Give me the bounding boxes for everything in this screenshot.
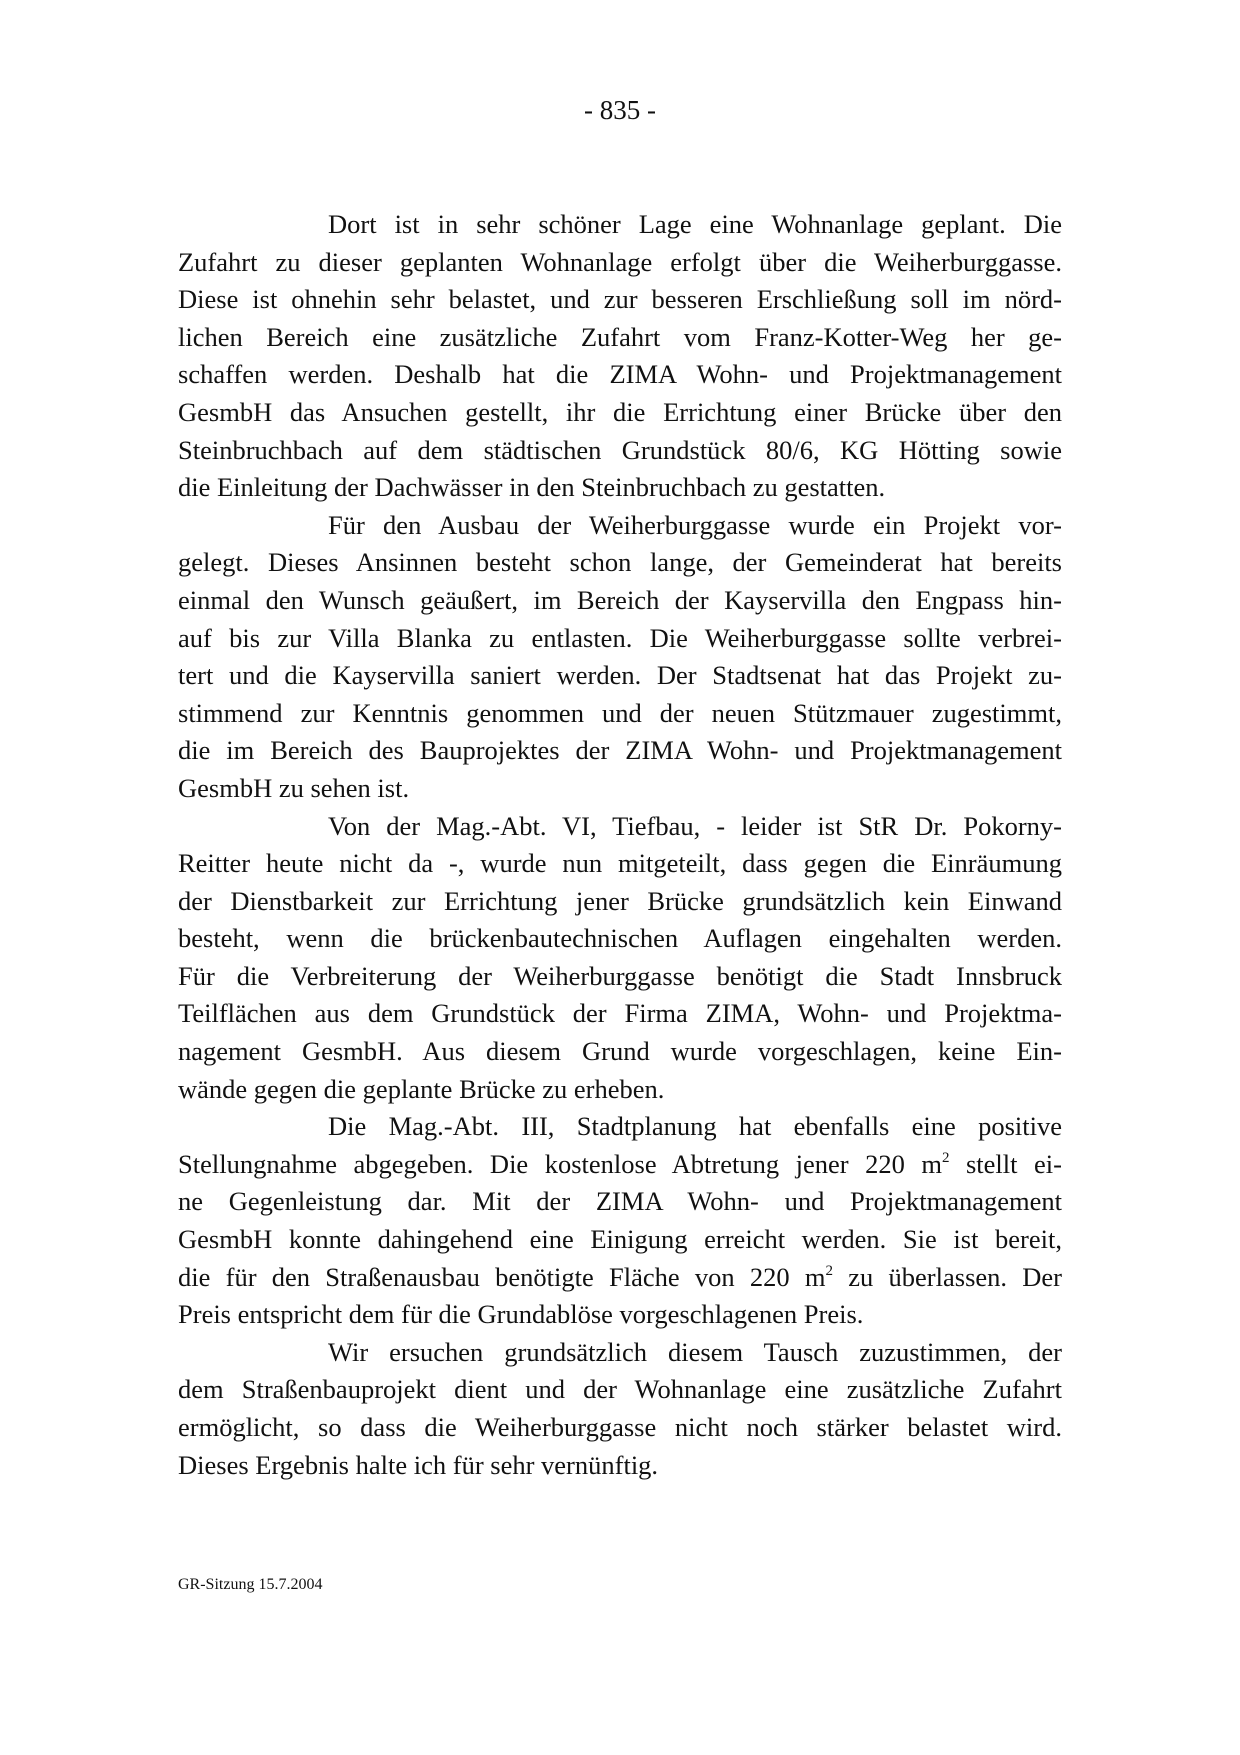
superscript: 2 bbox=[941, 1149, 950, 1166]
paragraph-line: gelegt. Dieses Ansinnen besteht schon lange, der Gemeinderat hat bereits bbox=[178, 547, 1062, 578]
footer-session-date: GR-Sitzung 15.7.2004 bbox=[178, 1576, 323, 1593]
line-text: stellt ei- bbox=[949, 1148, 1062, 1179]
paragraph-line: Für die Verbreiterung der Weiherburggasse benötigt die Stadt Innsbruck bbox=[178, 960, 1062, 991]
paragraph-line-with-superscript bbox=[178, 1146, 1062, 1184]
paragraph-line-with-superscript bbox=[178, 1259, 1062, 1297]
superscript: 2 bbox=[825, 1262, 834, 1279]
line-text: Stellungnahme abgegeben. Die kostenlose Abtretung jener 220 m bbox=[178, 1148, 942, 1179]
paragraph-line: Wir ersuchen grundsätzlich diesem Tausch zuzustimmen, der bbox=[328, 1336, 1062, 1367]
paragraph-line: stimmend zur Kenntnis genommen und der neuen Stützmauer zugestimmt, bbox=[178, 697, 1062, 728]
paragraph-line: die im Bereich des Bauprojektes der ZIMA Wohn- und Projektmanagement bbox=[178, 735, 1062, 766]
paragraph-line: GesmbH konnte dahingehend eine Einigung erreicht werden. Sie ist bereit, bbox=[178, 1224, 1062, 1255]
paragraph-line: ermöglicht, so dass die Weiherburggasse nicht noch stärker belastet wird. bbox=[178, 1412, 1062, 1442]
paragraph-line: besteht, wenn die brückenbautechnischen Auflagen eingehalten werden. bbox=[178, 923, 1062, 954]
paragraph-line: Diese ist ohnehin sehr belastet, und zur besseren Erschließung soll im nörd- bbox=[178, 284, 1062, 315]
paragraph-line: die Einleitung der Dachwässer in den Steinbruchbach zu gestatten. bbox=[178, 472, 886, 503]
paragraph-line: nagement GesmbH. Aus diesem Grund wurde vorgeschlagen, keine Ein- bbox=[178, 1036, 1062, 1067]
paragraph-line: tert und die Kayservilla saniert werden. Der Stadtsenat hat das Projekt zu- bbox=[178, 660, 1062, 691]
paragraph-line: Dort ist in sehr schöner Lage eine Wohnanlage geplant. Die bbox=[328, 209, 1062, 239]
paragraph-line: schaffen werden. Deshalb hat die ZIMA Wohn- und Projektmanagement bbox=[178, 359, 1062, 390]
paragraph-line: der Dienstbarkeit zur Errichtung jener Brücke grundsätzlich kein Einwand bbox=[178, 885, 1062, 916]
document-body bbox=[178, 206, 1062, 1484]
paragraph-line: Zufahrt zu dieser geplanten Wohnanlage erfolgt über die Weiherburggasse. bbox=[178, 246, 1062, 277]
paragraph-line: Teilflächen aus dem Grundstück der Firma ZIMA, Wohn- und Projektma- bbox=[178, 998, 1062, 1029]
paragraph-line: auf bis zur Villa Blanka zu entlasten. Die Weiherburggasse sollte verbrei- bbox=[178, 622, 1062, 653]
paragraph-line: Für den Ausbau der Weiherburggasse wurde ein Projekt vor- bbox=[328, 509, 1062, 540]
paragraph-line: wände gegen die geplante Brücke zu erheben. bbox=[178, 1073, 665, 1104]
page-number: - 835 - bbox=[584, 95, 656, 125]
paragraph-line: GesmbH zu sehen ist. bbox=[178, 772, 410, 803]
paragraph-line: Die Mag.-Abt. III, Stadtplanung hat ebenfalls eine positive bbox=[328, 1111, 1062, 1142]
paragraph-line: dem Straßenbauprojekt dient und der Wohnanlage eine zusätzliche Zufahrt bbox=[178, 1374, 1062, 1405]
line-text: die für den Straßenausbau benötigte Fläche von 220 m bbox=[178, 1261, 826, 1292]
paragraph-line: Preis entspricht dem für die Grundablöse vorgeschlagenen Preis. bbox=[178, 1299, 864, 1330]
paragraph-line: Reitter heute nicht da -, wurde nun mitgeteilt, dass gegen die Einräumung bbox=[178, 848, 1062, 879]
paragraph-line: Dieses Ergebnis halte ich für sehr vernünftig. bbox=[178, 1449, 659, 1480]
paragraph-line: einmal den Wunsch geäußert, im Bereich der Kayservilla den Engpass hin- bbox=[178, 584, 1062, 615]
line-text: zu überlassen. Der bbox=[833, 1261, 1063, 1292]
paragraph-line: lichen Bereich eine zusätzliche Zufahrt vom Franz-Kotter-Weg her ge- bbox=[178, 321, 1062, 352]
paragraph-line: Von der Mag.-Abt. VI, Tiefbau, - leider ist StR Dr. Pokorny- bbox=[328, 810, 1062, 841]
paragraph-line: GesmbH das Ansuchen gestellt, ihr die Errichtung einer Brücke über den bbox=[178, 396, 1062, 427]
paragraph-line: Steinbruchbach auf dem städtischen Grundstück 80/6, KG Hötting sowie bbox=[178, 434, 1062, 465]
paragraph-line: ne Gegenleistung dar. Mit der ZIMA Wohn- und Projektmanagement bbox=[178, 1186, 1062, 1217]
